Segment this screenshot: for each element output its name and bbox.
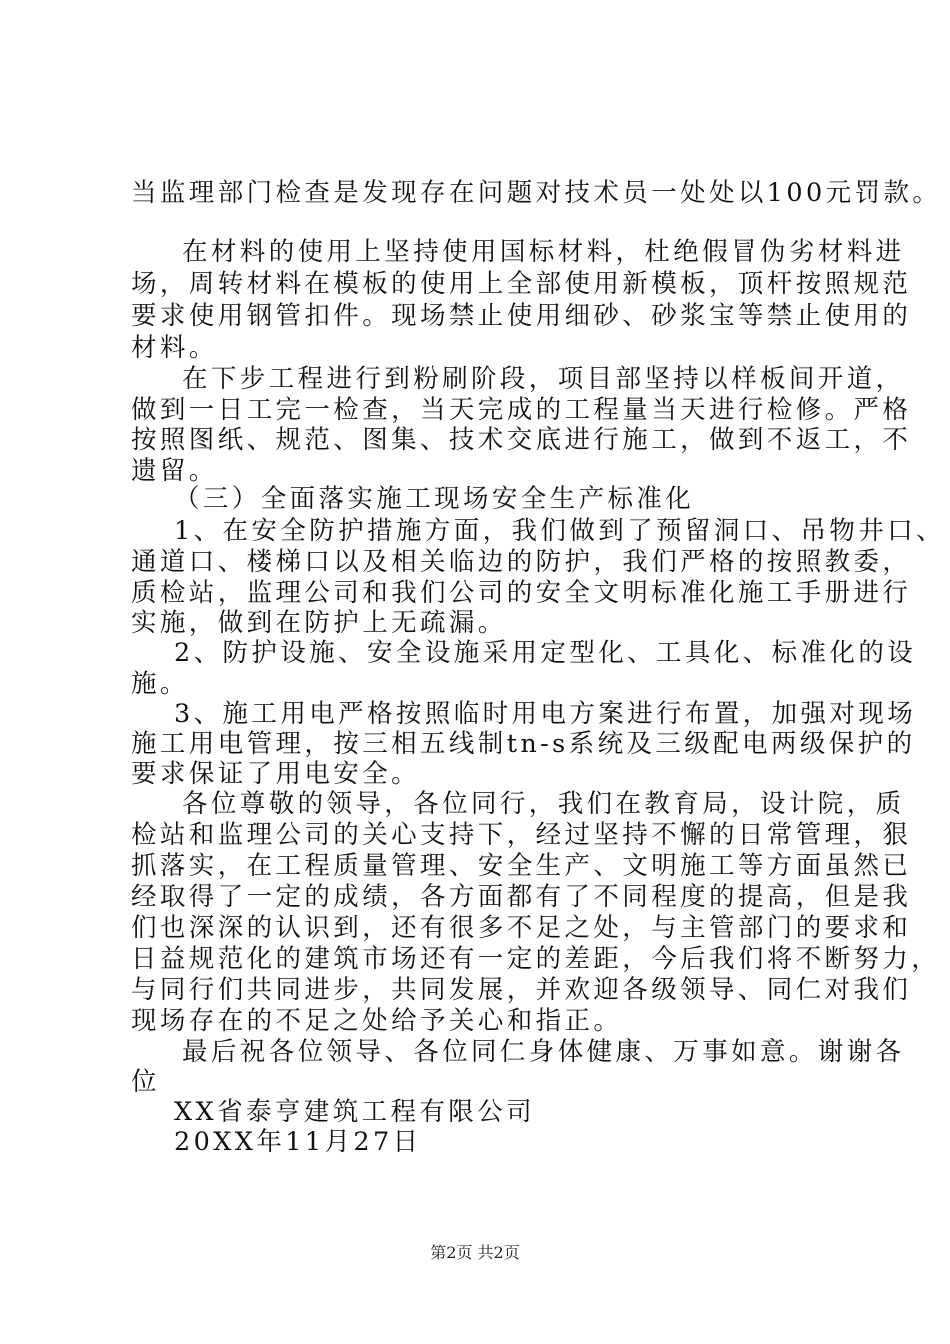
body-line: 按照图纸、规范、图集、技术交底进行施工，做到不返工，不 [131, 425, 912, 455]
body-line: 与同行们共同进步，共同发展，并欢迎各级领导、同仁对我们 [131, 975, 912, 1005]
body-line: 抓落实，在工程质量管理、安全生产、文明施工等方面虽然已 [131, 851, 912, 881]
body-line: 位 [131, 1067, 160, 1097]
body-line: 经取得了一定的成绩，各方面都有了不同程度的提高，但是我 [131, 882, 912, 912]
body-line: 2、防护设施、安全设施采用定型化、工具化、标准化的设 [174, 638, 917, 668]
body-line: 要求使用钢管扣件。现场禁止使用细砂、砂浆宝等禁止使用的 [131, 301, 912, 331]
signature-company: XX省泰亨建筑工程有限公司 [174, 1097, 536, 1127]
body-line: 在材料的使用上坚持使用国标材料，杜绝假冒伪劣材料进 [182, 237, 905, 267]
body-line: 施工用电管理，按三相五线制tn-s系统及三级配电两级保护的 [131, 729, 916, 759]
section-heading: （三）全面落实施工现场安全生产标准化 [174, 484, 695, 514]
body-line: 们也深深的认识到，还有很多不足之处，与主管部门的要求和 [131, 913, 912, 943]
body-line: 要求保证了用电安全。 [131, 759, 421, 789]
body-line: 最后祝各位领导、各位同仁身体健康、万事如意。谢谢各 [182, 1037, 905, 1067]
signature-date: 20XX年11月27日 [174, 1127, 422, 1157]
body-line: 实施，做到在防护上无疏漏。 [131, 608, 507, 638]
body-line: 施。 [131, 669, 189, 699]
body-line: 在下步工程进行到粉刷阶段，项目部坚持以样板间开道， [182, 364, 905, 394]
body-line: 各位尊敬的领导，各位同行，我们在教育局，设计院，质 [182, 789, 905, 819]
body-line: 检站和监理公司的关心支持下，经过坚持不懈的日常管理，狠 [131, 820, 912, 850]
page-number: 第2页 共2页 [430, 1243, 520, 1262]
body-line: 1、在安全防护措施方面，我们做到了预留洞口、吊物井口、 [174, 516, 946, 546]
body-line: 3、施工用电严格按照临时用电方案进行布置，加强对现场 [174, 699, 917, 729]
body-line: 日益规范化的建筑市场还有一定的差距，今后我们将不断努力， [131, 944, 941, 974]
body-line: 当监理部门检查是发现存在问题对技术员一处处以100元罚款。 [131, 178, 942, 208]
body-line: 现场存在的不足之处给予关心和指正。 [131, 1006, 623, 1036]
body-line: 质检站，监理公司和我们公司的安全文明标准化施工手册进行 [131, 578, 912, 608]
body-line: 遗留。 [131, 456, 218, 486]
body-line: 场，周转材料在模板的使用上全部使用新模板，顶杆按照规范 [131, 269, 912, 299]
body-line: 做到一日工完一检查，当天完成的工程量当天进行检修。严格 [131, 395, 912, 425]
body-line: 材料。 [131, 333, 218, 363]
body-line: 通道口、楼梯口以及相关临边的防护，我们严格的按照教委， [131, 547, 912, 577]
